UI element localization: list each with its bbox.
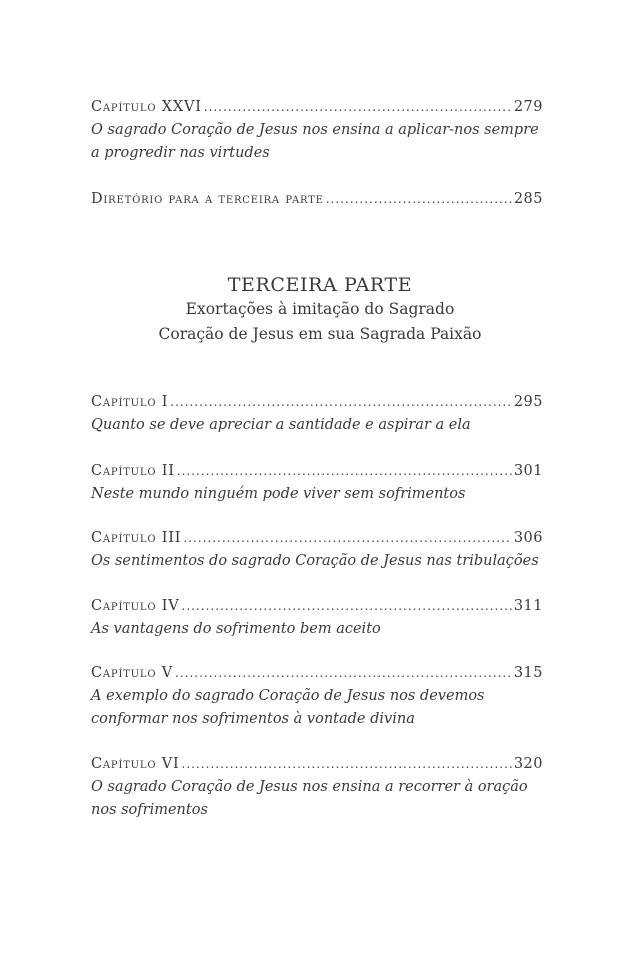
chapter-title: Capítulo VI [91, 756, 180, 772]
chapter-subtitle: Os sentimentos do sagrado Coração de Jesus nas tribulações [91, 553, 539, 569]
toc-entry-chapter-2[interactable] [91, 461, 543, 506]
toc-entry-chapter-1[interactable] [91, 392, 543, 437]
chapter-subtitle: O sagrado Coração de Jesus nos ensina a recorrer à oração nos sofrimentos [91, 779, 528, 818]
page-number: 295 [513, 394, 543, 410]
page-number: 301 [513, 463, 543, 479]
toc-entry-head [91, 596, 543, 616]
dot-leader [183, 528, 511, 548]
chapter-subtitle: As vantagens do sofrimento bem aceito [91, 621, 381, 637]
chapter-subtitle: O sagrado Coração de Jesus nos ensina a aplicar-nos sempre a progredir nas virtudes [91, 122, 539, 161]
chapter-title: Capítulo XXVI [91, 99, 202, 115]
toc-entry-head [91, 97, 543, 117]
chapter-subtitle: Neste mundo ninguém pode viver sem sofrimentos [91, 486, 466, 502]
toc-entry-head [91, 461, 543, 481]
toc-entry-chapter-3[interactable] [91, 528, 543, 573]
dot-leader [170, 392, 512, 412]
part-heading [0, 273, 640, 347]
toc-entry-chapter-6[interactable] [91, 754, 543, 822]
chapter-title: Capítulo II [91, 463, 175, 479]
toc-entry-head [91, 663, 543, 683]
chapter-title: Capítulo IV [91, 598, 180, 614]
page-number: 279 [513, 99, 543, 115]
dot-leader [204, 97, 512, 117]
page-number: 311 [513, 598, 543, 614]
chapter-subtitle: Quanto se deve apreciar a santidade e aspirar a ela [91, 417, 471, 433]
part-subtitle-line-2: Coração de Jesus em sua Sagrada Paixão [158, 325, 482, 343]
toc-entry-chapter-5[interactable] [91, 663, 543, 731]
toc-entry-head [91, 189, 543, 209]
toc-entry-chapter-4[interactable] [91, 596, 543, 641]
toc-entry-directory-part-3[interactable] [91, 189, 543, 209]
dot-leader [182, 596, 512, 616]
dot-leader [182, 754, 512, 774]
dot-leader [177, 461, 512, 481]
toc-entry-head [91, 528, 543, 548]
page-number: 306 [513, 530, 543, 546]
dot-leader [326, 189, 512, 209]
toc-entry-head [91, 754, 543, 774]
page-number: 320 [513, 756, 543, 772]
page-number: 285 [513, 191, 543, 207]
chapter-title: Capítulo I [91, 394, 169, 410]
chapter-title: Diretório para a terceira parte [91, 191, 324, 207]
toc-entry-head [91, 392, 543, 412]
page-number: 315 [513, 665, 543, 681]
chapter-title: Capítulo III [91, 530, 182, 546]
part-title: TERCEIRA PARTE [227, 274, 413, 296]
chapter-subtitle: A exemplo do sagrado Coração de Jesus nos devemos conformar nos sofrimentos à vontade divina [91, 688, 485, 727]
dot-leader [175, 663, 512, 683]
toc-entry-chapter-26[interactable] [91, 97, 543, 165]
part-subtitle-line-1: Exortações à imitação do Sagrado [185, 300, 455, 318]
chapter-title: Capítulo V [91, 665, 174, 681]
